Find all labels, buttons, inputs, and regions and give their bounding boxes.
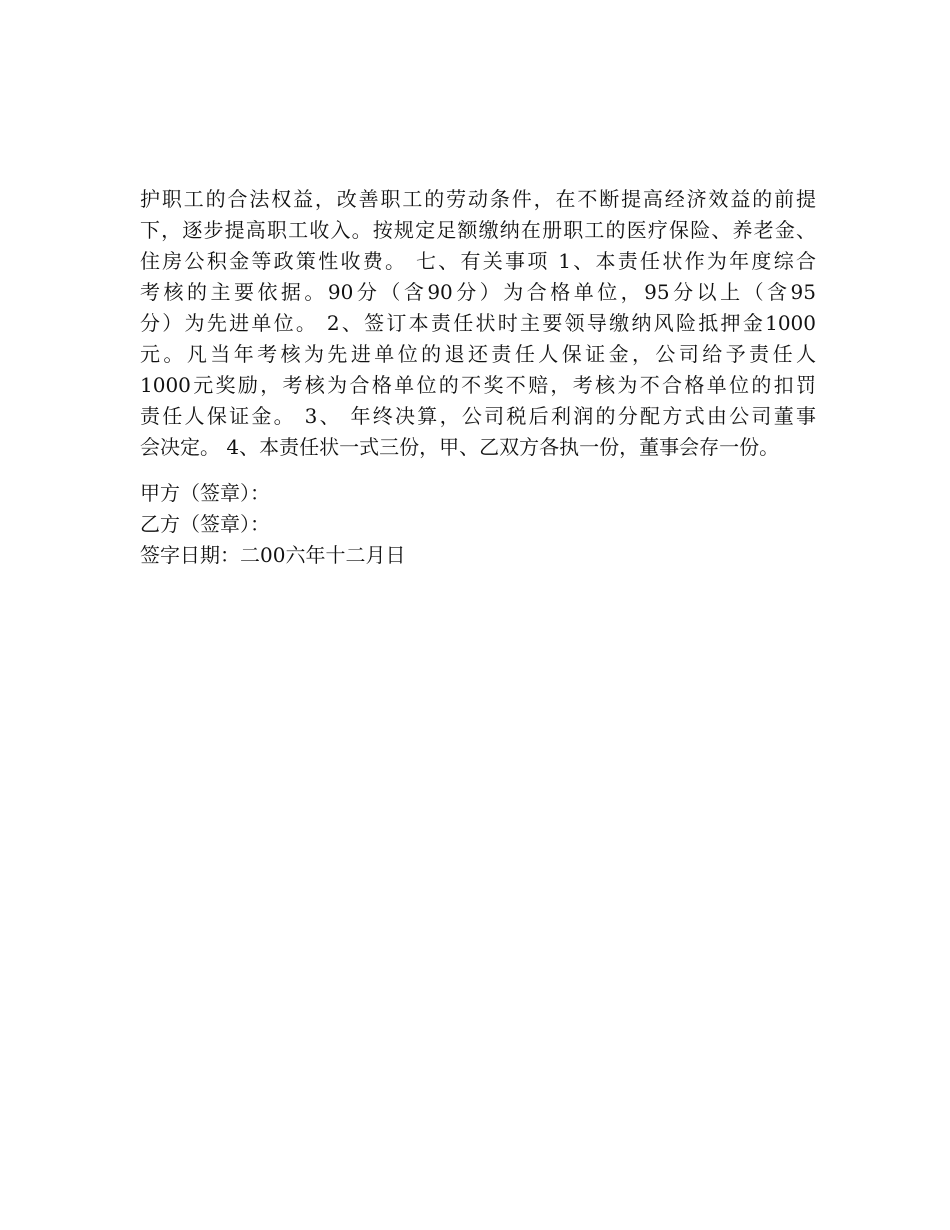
body-line: 护职工的合法权益，改善职工的劳动条件，在不断提高经济效益的前提: [140, 187, 816, 211]
body-line: 住房公积金等政策性收费。 七、有关事项 1、本责任状作为年度综合: [140, 249, 816, 273]
party-a-signature-label: 甲方（签章）：: [140, 481, 270, 505]
body-line: 1000元奖励，考核为合格单位的不奖不赔，考核为不合格单位的扣罚: [140, 373, 816, 397]
party-b-signature-label: 乙方（签章）：: [140, 512, 270, 536]
body-line: 下，逐步提高职工收入。按规定足额缴纳在册职工的医疗保险、养老金、: [140, 218, 816, 242]
body-line: 考核的主要依据。90分（含90分）为合格单位，95分以上（含95: [140, 280, 816, 304]
signature-block: [140, 478, 816, 571]
body-line: 责任人保证金。 3、 年终决算，公司税后利润的分配方式由公司董事: [140, 404, 816, 428]
body-line: 会决定。 4、本责任状一式三份，甲、乙双方各执一份，董事会存一份。: [140, 435, 780, 459]
body-line: 元。凡当年考核为先进单位的退还责任人保证金，公司给予责任人: [140, 342, 816, 366]
signing-date-label: 签字日期：二00六年十二月日: [140, 543, 406, 567]
document-body: [140, 184, 816, 463]
body-line: 分）为先进单位。 2、签订本责任状时主要领导缴纳风险抵押金1000: [140, 311, 816, 335]
